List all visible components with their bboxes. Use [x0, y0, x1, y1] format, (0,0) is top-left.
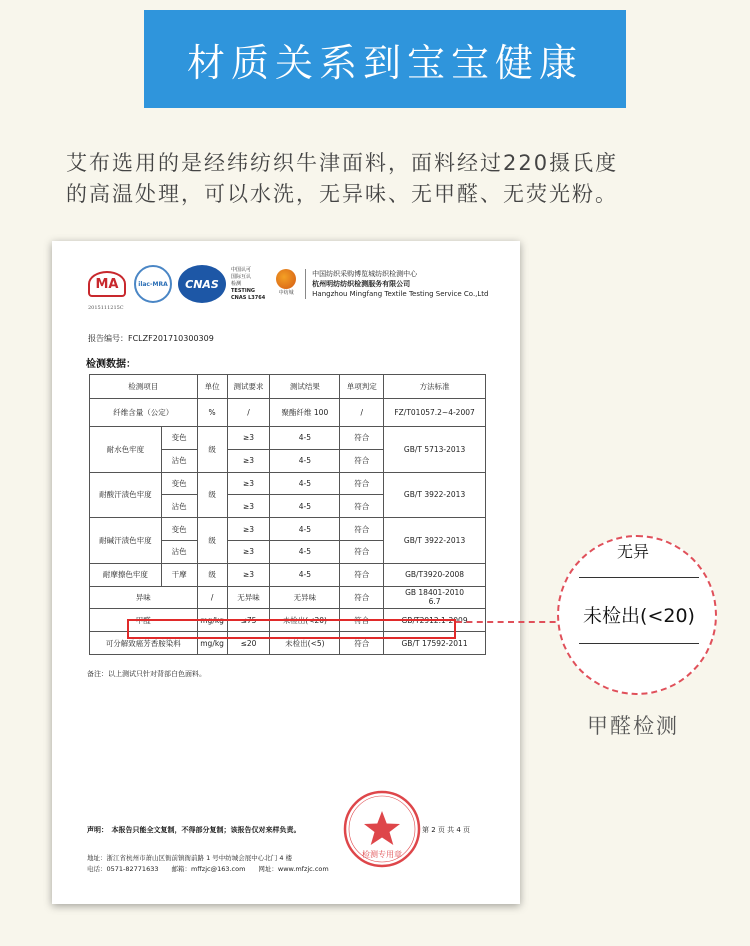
- table-row: 耐酸汗渍色牢度 变色 级 ≥3 4-5 符合 GB/T 3922-2013: [90, 472, 486, 495]
- report-footer-address: 地址：浙江省杭州市萧山区衙前镇衙前路 1 号中纺城会展中心北门 4 楼 电话：0571-82771633 邮箱：mffzjc@163.com 网址：www.mfzjc.com: [87, 854, 329, 873]
- test-data-heading: 检测数据：: [86, 359, 136, 370]
- table-row: 沾色 ≥3 4-5 符合: [90, 540, 486, 563]
- seal-label: 检测专用章: [362, 850, 402, 859]
- magnifier-rule-bottom: [579, 643, 699, 644]
- table-row: 可分解致癌芳香胺染料 mg/kg ≤20 未检出(<5) 符合 GB/T 17592-2011: [90, 632, 486, 655]
- title-banner: [144, 10, 626, 108]
- magnifier-top-fragment: 无异: [617, 542, 650, 561]
- formaldehyde-test-caption: 甲醛检测: [587, 714, 679, 738]
- page-number: 第 2 页 共 4 页: [422, 826, 471, 834]
- intro-line-1: 艾布选用的是经纬纺织牛津面料，面料经过220摄氏度: [66, 151, 619, 175]
- table-header-row: 检测项目 单位 测试要求 测试结果 单项判定 方法标准: [90, 375, 486, 399]
- formaldehyde-highlight-box: [127, 619, 456, 639]
- magnifier-result-text: 未检出(<20): [583, 605, 695, 627]
- test-results-table: [89, 374, 486, 655]
- table-row: 纤维含量（公定） % / 聚酯纤维 100 / FZ/T01057.2~4-2007: [90, 399, 486, 427]
- ctpec-logo: 中纺城: [273, 269, 299, 299]
- table-row: 沾色 ≥3 4-5 符合: [90, 495, 486, 518]
- highlight-connector-line: [456, 621, 566, 623]
- report-declaration: 声明： 本报告只能全文复制，不得部分复制；该报告仅对来样负责。: [87, 826, 301, 834]
- report-header-logos: [88, 263, 489, 311]
- intro-line-2: 的高温处理，可以水洗，无异味、无甲醛、无荧光粉。: [66, 182, 618, 206]
- ma-certification-logo: MA: [88, 271, 126, 297]
- table-row-formaldehyde: 甲醛 mg/kg ≤75 未检出(<20) 符合 GB/T2912.1-2009: [90, 609, 486, 632]
- cnas-logo: CNAS: [178, 265, 226, 303]
- report-remark: 备注：以上测试只针对背部白色面料。: [87, 670, 206, 678]
- table-row: 耐碱汗渍色牢度 变色 级 ≥3 4-5 符合 GB/T 3922-2013: [90, 518, 486, 541]
- testing-center-name: 中国纺织采购博览城纺织检测中心 杭州明纺纺织检测服务有限公司 Hangzhou Mingfang Textile Testing Service Co.,Ltd: [305, 269, 488, 299]
- table-row: 异味 / 无异味 无异味 符合 GB 18401-2010 6.7: [90, 586, 486, 609]
- report-number: 报告编号：FCLZF201710300309: [88, 334, 214, 343]
- testing-seal-stamp-icon: [342, 789, 422, 869]
- cnas-accreditation-text: 中国认可 国际互认 检测 TESTING CNAS L3764: [231, 266, 266, 301]
- magnifier-rule-top: [579, 577, 699, 578]
- ma-code: 2015111215C: [88, 305, 124, 311]
- table-row: 沾色 ≥3 4-5 符合: [90, 449, 486, 472]
- ilac-mra-logo: ilac-MRA: [134, 265, 172, 303]
- table-row: 耐水色牢度 变色 级 ≥3 4-5 符合 GB/T 5713-2013: [90, 427, 486, 450]
- test-report-document: [52, 241, 520, 904]
- formaldehyde-magnifier: [557, 535, 717, 695]
- ctpec-emblem-icon: [276, 269, 296, 289]
- banner-title: 材质关系到宝宝健康: [186, 40, 583, 85]
- table-row: 耐摩擦色牢度 干摩 级 ≥3 4-5 符合 GB/T3920-2008: [90, 563, 486, 586]
- intro-text: [66, 148, 706, 210]
